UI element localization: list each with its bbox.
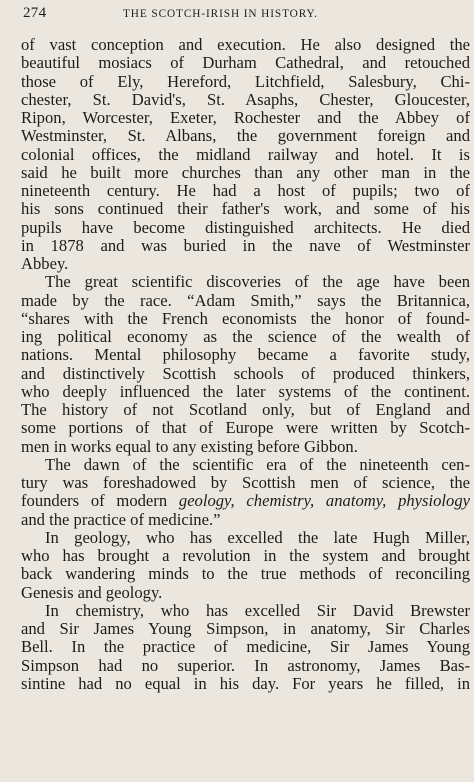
text-line: beautiful mosiacs of Durham Cathedral, and retouched [21, 54, 470, 73]
text-line: Simpson had no superior. In astronomy, James Bas- [21, 656, 470, 675]
text-line: In geology, who has excelled the late Hugh Miller, [45, 528, 470, 547]
page-header [21, 0, 470, 36]
text-line: who deeply influenced the later systems of the continent. [21, 382, 470, 401]
text-line: said he built more churches than any other man in the [21, 163, 470, 182]
text-line: nineteenth century. He had a host of pupils; two of [21, 182, 470, 200]
text-line: ing political economy as the science of the wealth of [21, 328, 470, 346]
text-line: The dawn of the scientific era of the nineteenth cen- [45, 455, 470, 474]
text-line: Ripon, Worcester, Exeter, Rochester and the Abbey of [21, 109, 470, 127]
text-line: The history of not Scotland only, but of England and [21, 401, 470, 419]
text-line: Genesis and geology. [21, 583, 163, 602]
text-line: nations. Mental philosophy became a favorite study, [21, 346, 470, 365]
text-line: made by the race. “Adam Smith,” says the Britannica, [21, 291, 470, 310]
text-line: back wandering minds to the true methods of reconciling [21, 565, 470, 584]
text-line: tury was foreshadowed by Scottish men of science, the [21, 474, 470, 492]
body-text [21, 36, 470, 693]
text-line: pupils have become distinguished architects. He died [21, 218, 470, 237]
text-line: of vast conception and execution. He also designed the [21, 36, 470, 54]
text-line: The great scientific discoveries of the age have been [45, 273, 470, 292]
text-line: colonial offices, the midland railway and hotel. It is [21, 145, 470, 164]
text-line: and distinctively Scottish schools of produced thinkers, [21, 364, 470, 383]
text-line: sintine had no equal in his day. For years he filled, in [21, 674, 470, 693]
text-line: who has brought a revolution in the system and brought [21, 547, 470, 565]
text-line: “shares with the French economists the honor of found- [21, 309, 470, 328]
text-line: those of Ely, Hereford, Litchfield, Salesbury, Chi- [21, 72, 470, 91]
text-line [21, 492, 470, 510]
italic-fields-list: geology, chemistry, anatomy, physiology [178, 492, 470, 511]
text-line: his sons continued their father's work, and some of his [21, 200, 470, 219]
text-fragment: founders of modern [21, 492, 179, 511]
page-number: 274 [23, 5, 47, 21]
running-head: THE SCOTCH-IRISH IN HISTORY. [123, 8, 318, 20]
text-line: men in works equal to any existing before Gibbon. [21, 437, 358, 456]
text-line: chester, St. David's, St. Asaphs, Chester, Gloucester, [21, 90, 470, 109]
text-line: and the practice of medicine.” [21, 510, 221, 529]
text-line: Westminster, St. Albans, the government foreign and [21, 127, 470, 146]
text-line: Bell. In the practice of medicine, Sir James Young [21, 638, 470, 657]
text-line: some portions of that of Europe were written by Scotch- [21, 419, 470, 438]
text-line: and Sir James Young Simpson, in anatomy, Sir Charles [21, 620, 470, 638]
text-line: In chemistry, who has excelled Sir David Brewster [45, 601, 470, 620]
text-line: in 1878 and was buried in the nave of Westminster [21, 236, 470, 255]
text-line: Abbey. [21, 255, 69, 273]
